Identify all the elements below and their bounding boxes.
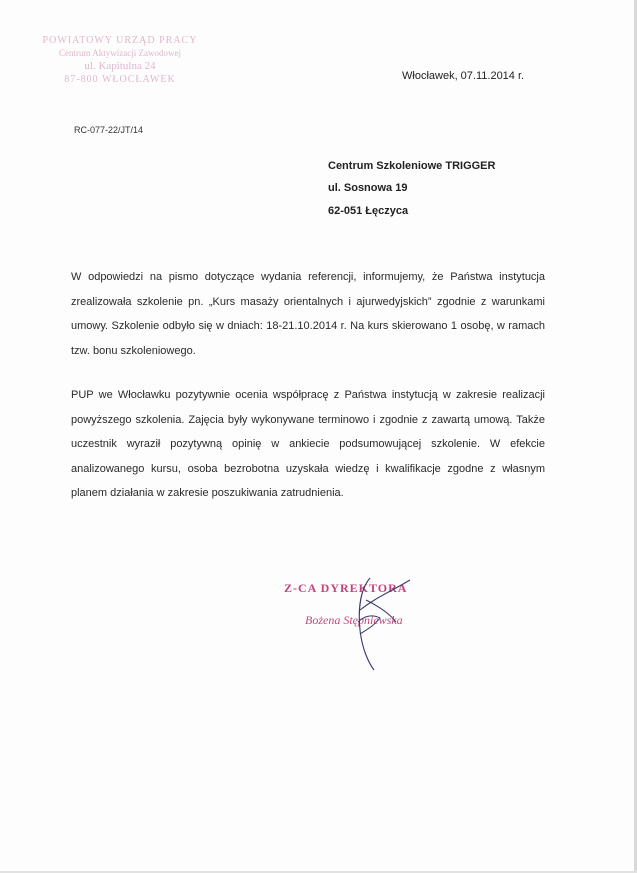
- office-stamp: [40, 34, 200, 86]
- signature-name-stamp: Bożena Stępniewska: [305, 613, 403, 627]
- reference-number: RC-077-22/JT/14: [74, 125, 144, 135]
- recipient-street: ul. Sosnowa 19: [328, 182, 408, 194]
- stamp-line-1: POWIATOWY URZĄD PRACY: [42, 35, 198, 46]
- signature-title-stamp: Z-CA DYREKTORA: [284, 581, 408, 595]
- stamp-line-3: ul. Kapitulna 24: [84, 60, 156, 72]
- recipient-city: 62-051 Łęczyca: [328, 205, 409, 217]
- body-paragraph-2: PUP we Włocławku pozytywnie ocenia współpracę z Państwa instytucją w zakresie realizacji powyższego szkolenia. Zajęcia były wykonywane terminowo i zgodnie z zawartą umową. Także uczestnik wyraził pozytywną opinię w ankiecie podsumowującej szkolenie. W efekcie analizowanego kursu, osoba bezrobotna uzyskała wiedzę i kwalifikacje zgodne z własnym planem działania w zakresie poszukiwania zatrudnienia.: [71, 389, 545, 499]
- letter-date: Włocławek, 07.11.2014 r.: [402, 70, 525, 82]
- body-paragraph-1: W odpowiedzi na pismo dotyczące wydania referencji, informujemy, że Państwa instytucja zrealizowała szkolenie pn. „Kurs masaży orientalnych i ajurwedyjskich” zgodnie z warunkami umowy. Szkolenie odbyło się w dniach: 18-21.10.2014 r. Na kurs skierowano 1 osobę, w ramach tzw. bonu szkoleniowego.: [71, 271, 545, 357]
- stamp-line-2: Centrum Aktywizacji Zawodowej: [59, 48, 181, 58]
- handwritten-signature: [330, 570, 440, 675]
- stamp-line-4: 87-800 WŁOCŁAWEK: [64, 74, 176, 85]
- recipient-name: Centrum Szkoleniowe TRIGGER: [328, 160, 496, 172]
